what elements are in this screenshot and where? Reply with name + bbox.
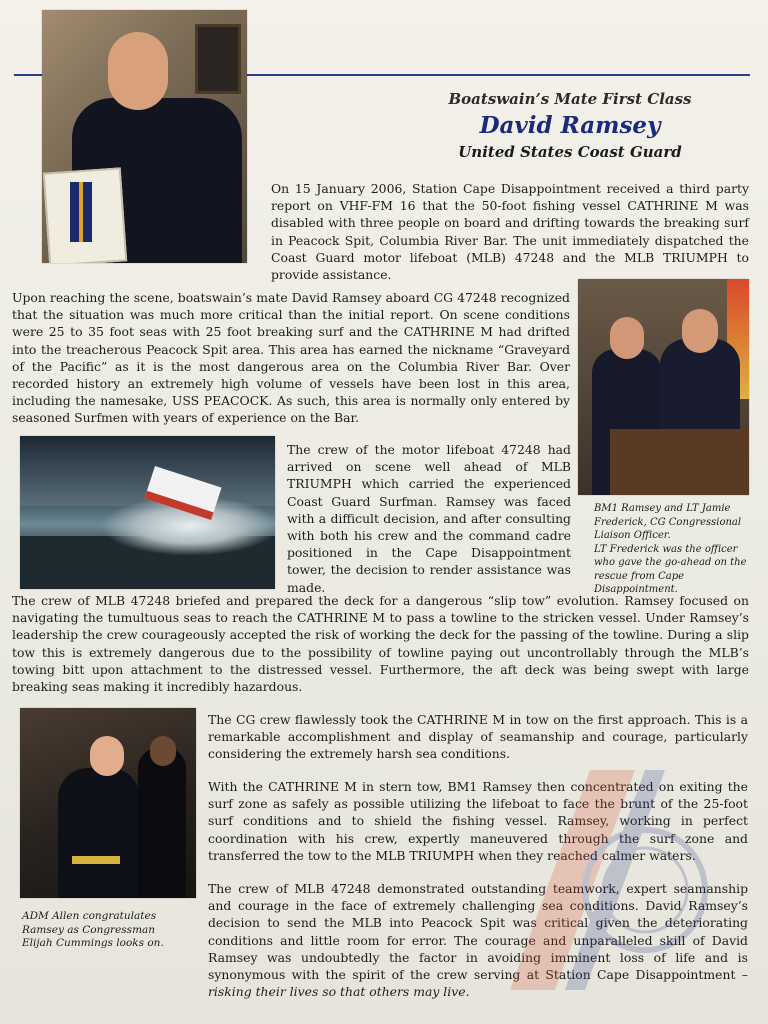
paragraph-scene-conditions: Upon reaching the scene, boatswain’s mate David Ramsey aboard CG 47248 recognized that the situation was much more critical than the initial report. On scene conditions were 25 to 35 foot seas with 25 foot breaking surf and the CATHRINE M had drifted into the treacherous Peacock Spit area. This area has earned the nickname “Graveyard of the Pacific” as it is the most dangerous area on the Columbia River Bar. Over recorded history an extremely high volume of vessels have been lost in this area, including the namesake, USS PEACOCK. As such, this area is normally only entered by seasoned Surfmen with years of experience on the Bar. [12, 290, 570, 426]
person-name: David Ramsey [479, 112, 661, 139]
face [108, 32, 168, 110]
portrait-photo-ramsey [42, 10, 247, 263]
wall-frame [195, 24, 241, 94]
paragraph-conclusion [208, 880, 748, 1000]
paragraph-slip-tow: The crew of MLB 47248 briefed and prepared the deck for a dangerous “slip tow” evolution. Ramsey focused on navigating the tumultuous seas to reach the CATHRINE M to pass a towline to the stricken vessel. Under Ramsey’s leadership the crew courageously accepted the risk of working the deck for the passing of the towline. During a slip tow this is extremely dangerous due to the possibility of towline paying out uncontrollably through the MLB’s towing bitt upon attachment to the distressed vessel. Furthermore, the aft deck was being swept with large breaking seas making it incredibly hazardous. [12, 593, 749, 695]
rank-title: Boatswain’s Mate First Class [448, 90, 692, 108]
paragraph-incident-report: On 15 January 2006, Station Cape Disappointment received a third party report on VHF-FM 16 that the 50-foot fishing vessel CATHRINE M was disabled with three people on board and drifting towards the breaking surf in Peacock Spit, Columbia River Bar. The unit immediately dispatched the Coast Guard motor lifeboat (MLB) 47248 and the MLB TRIUMPH to provide assistance. [271, 181, 749, 283]
sleeve-stripes [72, 856, 120, 864]
photo-ramsey-frederick [578, 279, 749, 495]
caption-liaison [594, 502, 754, 597]
paragraph-decision: The crew of the motor lifeboat 47248 had arrived on scene well ahead of MLB TRIUMPH which carried the experienced Coast Guard Surfman. Ramsey was faced with a difficult decision, and after consulting with both his crew and the command cadre positioned in the Cape Disappointment tower, the decision to render assistance was made. [287, 442, 571, 595]
conclusion-text: The crew of MLB 47248 demonstrated outstanding teamwork, expert seamanship and courage in the face of extremely challenging sea conditions. David Ramsey’s decision to send the MLB into Peacock Spit was critical given the deteriorating conditions and little room for error. The courage and unparalleled skill of David Ramsey was undoubtedly the factor in avoiding imminent loss of life and is synonymous with the spirit of the crew serving at Station Cape Disappointment – [208, 881, 748, 983]
photo-admiral-congratulates [20, 708, 196, 898]
caption-liaison-line2: LT Frederick was the officer who gave the go-ahead on the rescue from Cape Disappointment. [594, 543, 747, 595]
paragraph-stern-tow: With the CATHRINE M in stern tow, BM1 Ramsey then concentrated on exiting the surf zone as safely as possible utilizing the lifeboat to face the brunt of the 25-foot surf conditions and to shield the fishing vessel. Ramsey, working in perfect coordination with his crew, expertly maneuvered through the surf zone and transferred the tow to the MLB TRIUMPH when they reached calmer waters. [208, 779, 748, 863]
face-right [682, 309, 718, 353]
photo-lifeboat-surf [20, 436, 275, 589]
paragraph-first-approach: The CG crew flawlessly took the CATHRINE M in tow on the first approach. This is a remarkable accomplishment and display of seamanship and courage, particularly considering the extremely harsh sea conditions. [208, 712, 748, 762]
congressman-face [150, 736, 176, 766]
podium [610, 429, 749, 495]
medal-ribbon [70, 182, 92, 242]
organization-name: United States Coast Guard [458, 143, 682, 161]
congressman-figure [138, 748, 186, 898]
face-left [610, 317, 644, 359]
admiral-figure [58, 768, 140, 898]
caption-admiral: ADM Allen congratulates Ramsey as Congressman Elijah Cummings looks on. [22, 910, 164, 949]
motto-text: risking their lives so that others may live. [208, 984, 470, 1000]
caption-liaison-line1: BM1 Ramsey and LT Jamie Frederick, CG Congressional Liaison Officer. [594, 503, 742, 541]
admiral-face [90, 736, 124, 776]
title-block [420, 90, 720, 161]
